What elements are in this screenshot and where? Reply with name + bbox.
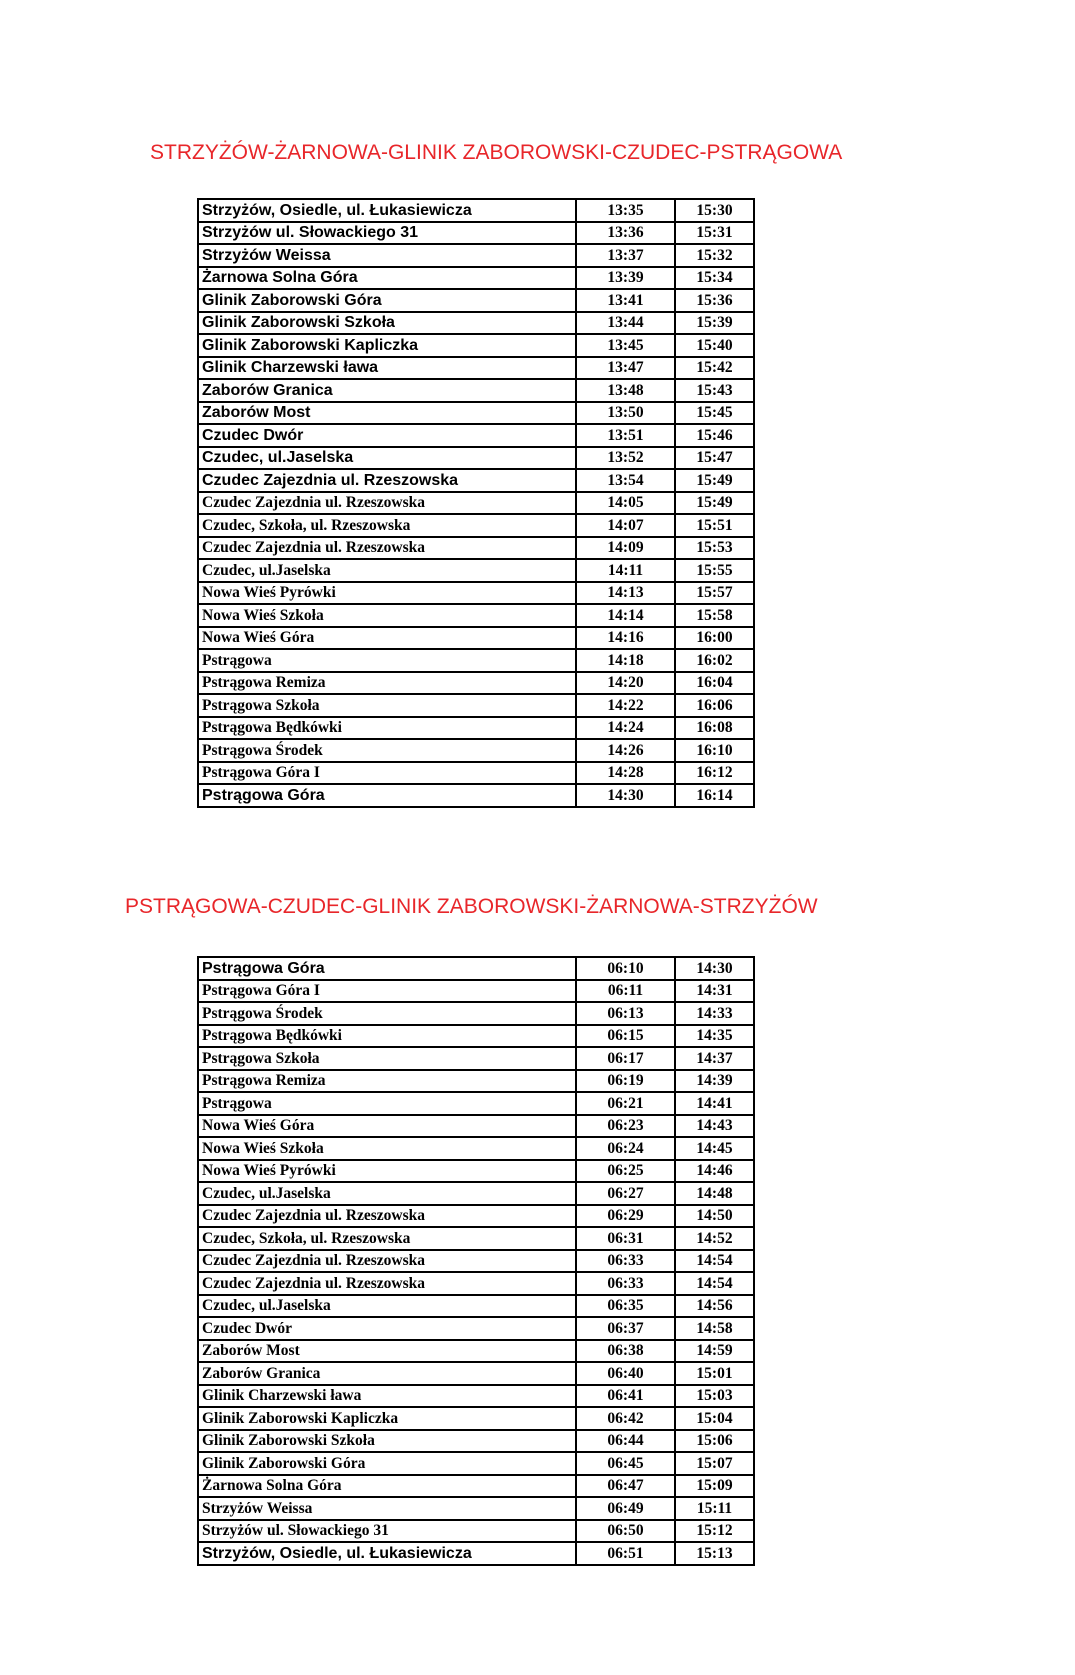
stop-name: Czudec Zajezdnia ul. Rzeszowska (198, 537, 576, 560)
departure-time-1: 06:21 (576, 1092, 675, 1115)
stop-name: Pstrągowa Szkoła (198, 1047, 576, 1070)
departure-time-2: 15:43 (675, 379, 754, 402)
stop-name: Glinik Zaborowski Kapliczka (198, 1407, 576, 1430)
departure-time-1: 13:47 (576, 357, 675, 380)
departure-time-2: 15:40 (675, 334, 754, 357)
timetable-title-return: PSTRĄGOWA-CZUDEC-GLINIK ZABOROWSKI-ŻARNOWA-STRZYŻÓW (125, 895, 818, 918)
stop-name: Zaborów Granica (198, 379, 576, 402)
departure-time-2: 15:34 (675, 267, 754, 290)
departure-time-1: 14:07 (576, 514, 675, 537)
table-row (198, 1025, 754, 1048)
stop-name: Glinik Zaborowski Góra (198, 1452, 576, 1475)
departure-time-2: 15:49 (675, 469, 754, 492)
table-row (198, 1452, 754, 1475)
departure-time-1: 14:09 (576, 537, 675, 560)
stop-name: Zaborów Most (198, 402, 576, 425)
table-row (198, 514, 754, 537)
stop-name: Pstrągowa Środek (198, 739, 576, 762)
table-row (198, 1317, 754, 1340)
departure-time-1: 13:54 (576, 469, 675, 492)
departure-time-2: 14:39 (675, 1070, 754, 1093)
departure-time-1: 06:25 (576, 1160, 675, 1183)
table-row (198, 582, 754, 605)
stop-name: Strzyżów ul. Słowackiego 31 (198, 222, 576, 245)
table-row (198, 1002, 754, 1025)
departure-time-1: 14:24 (576, 717, 675, 740)
departure-time-1: 06:11 (576, 980, 675, 1003)
stop-name: Czudec Zajezdnia ul. Rzeszowska (198, 492, 576, 515)
departure-time-2: 16:10 (675, 739, 754, 762)
table-row (198, 604, 754, 627)
table-row (198, 1542, 754, 1565)
table-row (198, 334, 754, 357)
table-row (198, 1205, 754, 1228)
table-row (198, 244, 754, 267)
stop-name: Glinik Zaborowski Góra (198, 289, 576, 312)
departure-time-1: 06:38 (576, 1340, 675, 1363)
table-row (198, 1497, 754, 1520)
table-row (198, 1340, 754, 1363)
table-row (198, 1182, 754, 1205)
departure-time-1: 13:37 (576, 244, 675, 267)
departure-time-1: 14:28 (576, 762, 675, 785)
table-row (198, 222, 754, 245)
departure-time-2: 15:39 (675, 312, 754, 335)
departure-time-2: 15:58 (675, 604, 754, 627)
stop-name: Glinik Zaborowski Kapliczka (198, 334, 576, 357)
departure-time-2: 14:30 (675, 957, 754, 980)
table-row (198, 1115, 754, 1138)
stop-name: Nowa Wieś Szkoła (198, 604, 576, 627)
departure-time-2: 14:54 (675, 1250, 754, 1273)
table-row (198, 1272, 754, 1295)
timetable-title-outbound: STRZYŻÓW-ŻARNOWA-GLINIK ZABOROWSKI-CZUDEC-PSTRĄGOWA (150, 141, 843, 164)
table-row (198, 1137, 754, 1160)
timetable-outbound-body (198, 199, 754, 807)
departure-time-1: 06:42 (576, 1407, 675, 1430)
departure-time-1: 06:19 (576, 1070, 675, 1093)
departure-time-1: 06:29 (576, 1205, 675, 1228)
table-row (198, 1227, 754, 1250)
departure-time-1: 06:49 (576, 1497, 675, 1520)
departure-time-2: 15:04 (675, 1407, 754, 1430)
stop-name: Strzyżów Weissa (198, 1497, 576, 1520)
departure-time-1: 06:24 (576, 1137, 675, 1160)
departure-time-2: 15:45 (675, 402, 754, 425)
stop-name: Glinik Zaborowski Szkoła (198, 312, 576, 335)
departure-time-2: 16:06 (675, 694, 754, 717)
timetable-return-body (198, 957, 754, 1565)
stop-name: Nowa Wieś Góra (198, 1115, 576, 1138)
stop-name: Czudec, ul.Jaselska (198, 559, 576, 582)
departure-time-2: 14:56 (675, 1295, 754, 1318)
table-row (198, 357, 754, 380)
table-row (198, 1295, 754, 1318)
departure-time-1: 06:31 (576, 1227, 675, 1250)
stop-name: Pstrągowa Środek (198, 1002, 576, 1025)
departure-time-2: 15:06 (675, 1430, 754, 1453)
stop-name: Żarnowa Solna Góra (198, 1475, 576, 1498)
departure-time-1: 06:50 (576, 1520, 675, 1543)
table-row (198, 312, 754, 335)
departure-time-2: 16:08 (675, 717, 754, 740)
table-row (198, 559, 754, 582)
table-row (198, 424, 754, 447)
departure-time-1: 14:18 (576, 649, 675, 672)
table-row (198, 379, 754, 402)
stop-name: Czudec Zajezdnia ul. Rzeszowska (198, 469, 576, 492)
table-row (198, 402, 754, 425)
departure-time-1: 13:44 (576, 312, 675, 335)
departure-time-2: 15:49 (675, 492, 754, 515)
departure-time-1: 14:22 (576, 694, 675, 717)
table-row (198, 469, 754, 492)
stop-name: Strzyżów Weissa (198, 244, 576, 267)
departure-time-2: 15:13 (675, 1542, 754, 1565)
departure-time-2: 14:43 (675, 1115, 754, 1138)
table-row (198, 1520, 754, 1543)
departure-time-1: 14:20 (576, 672, 675, 695)
departure-time-2: 14:35 (675, 1025, 754, 1048)
timetable-return (197, 956, 755, 1566)
departure-time-2: 14:31 (675, 980, 754, 1003)
stop-name: Pstrągowa Będkówki (198, 1025, 576, 1048)
departure-time-2: 15:09 (675, 1475, 754, 1498)
departure-time-1: 06:40 (576, 1362, 675, 1385)
stop-name: Strzyżów ul. Słowackiego 31 (198, 1520, 576, 1543)
table-row (198, 1475, 754, 1498)
stop-name: Czudec, ul.Jaselska (198, 447, 576, 470)
departure-time-1: 14:30 (576, 784, 675, 807)
departure-time-1: 14:05 (576, 492, 675, 515)
table-row (198, 289, 754, 312)
departure-time-1: 06:15 (576, 1025, 675, 1048)
departure-time-2: 14:59 (675, 1340, 754, 1363)
timetable-outbound (197, 198, 755, 808)
stop-name: Czudec, ul.Jaselska (198, 1182, 576, 1205)
stop-name: Pstrągowa Góra (198, 784, 576, 807)
departure-time-1: 06:17 (576, 1047, 675, 1070)
stop-name: Zaborów Most (198, 1340, 576, 1363)
stop-name: Glinik Zaborowski Szkoła (198, 1430, 576, 1453)
departure-time-2: 15:07 (675, 1452, 754, 1475)
departure-time-1: 06:51 (576, 1542, 675, 1565)
table-row (198, 537, 754, 560)
departure-time-2: 15:53 (675, 537, 754, 560)
table-row (198, 1362, 754, 1385)
departure-time-2: 14:48 (675, 1182, 754, 1205)
departure-time-2: 14:41 (675, 1092, 754, 1115)
table-row (198, 739, 754, 762)
table-row (198, 627, 754, 650)
departure-time-2: 15:55 (675, 559, 754, 582)
departure-time-1: 13:51 (576, 424, 675, 447)
departure-time-1: 13:36 (576, 222, 675, 245)
table-row (198, 672, 754, 695)
stop-name: Pstrągowa Góra (198, 957, 576, 980)
departure-time-2: 15:12 (675, 1520, 754, 1543)
table-row (198, 649, 754, 672)
stop-name: Pstrągowa Góra I (198, 980, 576, 1003)
departure-time-1: 14:11 (576, 559, 675, 582)
departure-time-1: 06:27 (576, 1182, 675, 1205)
departure-time-1: 13:41 (576, 289, 675, 312)
departure-time-2: 14:54 (675, 1272, 754, 1295)
stop-name: Czudec Dwór (198, 424, 576, 447)
table-row (198, 762, 754, 785)
table-row (198, 1047, 754, 1070)
table-row (198, 199, 754, 222)
stop-name: Glinik Charzewski ława (198, 357, 576, 380)
stop-name: Żarnowa Solna Góra (198, 267, 576, 290)
departure-time-2: 15:30 (675, 199, 754, 222)
departure-time-2: 15:47 (675, 447, 754, 470)
table-row (198, 694, 754, 717)
table-row (198, 717, 754, 740)
departure-time-1: 06:37 (576, 1317, 675, 1340)
stop-name: Nowa Wieś Góra (198, 627, 576, 650)
departure-time-1: 06:47 (576, 1475, 675, 1498)
departure-time-2: 16:00 (675, 627, 754, 650)
departure-time-1: 14:26 (576, 739, 675, 762)
departure-time-2: 15:51 (675, 514, 754, 537)
table-row (198, 1250, 754, 1273)
stop-name: Czudec, Szkoła, ul. Rzeszowska (198, 514, 576, 537)
stop-name: Czudec, ul.Jaselska (198, 1295, 576, 1318)
stop-name: Strzyżów, Osiedle, ul. Łukasiewicza (198, 199, 576, 222)
departure-time-2: 14:58 (675, 1317, 754, 1340)
departure-time-2: 14:52 (675, 1227, 754, 1250)
table-row (198, 267, 754, 290)
departure-time-1: 13:35 (576, 199, 675, 222)
departure-time-2: 15:01 (675, 1362, 754, 1385)
departure-time-2: 16:14 (675, 784, 754, 807)
stop-name: Czudec, Szkoła, ul. Rzeszowska (198, 1227, 576, 1250)
departure-time-1: 06:44 (576, 1430, 675, 1453)
stop-name: Czudec Zajezdnia ul. Rzeszowska (198, 1205, 576, 1228)
departure-time-2: 14:50 (675, 1205, 754, 1228)
stop-name: Pstrągowa Będkówki (198, 717, 576, 740)
stop-name: Nowa Wieś Pyrówki (198, 582, 576, 605)
stop-name: Strzyżów, Osiedle, ul. Łukasiewicza (198, 1542, 576, 1565)
departure-time-1: 13:45 (576, 334, 675, 357)
departure-time-1: 06:10 (576, 957, 675, 980)
departure-time-2: 15:42 (675, 357, 754, 380)
departure-time-1: 06:33 (576, 1272, 675, 1295)
stop-name: Pstrągowa (198, 649, 576, 672)
departure-time-1: 13:50 (576, 402, 675, 425)
departure-time-2: 16:04 (675, 672, 754, 695)
stop-name: Czudec Zajezdnia ul. Rzeszowska (198, 1250, 576, 1273)
departure-time-1: 06:45 (576, 1452, 675, 1475)
departure-time-1: 06:23 (576, 1115, 675, 1138)
table-row (198, 1385, 754, 1408)
stop-name: Pstrągowa Góra I (198, 762, 576, 785)
stop-name: Glinik Charzewski ława (198, 1385, 576, 1408)
table-row (198, 980, 754, 1003)
table-row (198, 1070, 754, 1093)
departure-time-1: 06:35 (576, 1295, 675, 1318)
stop-name: Nowa Wieś Pyrówki (198, 1160, 576, 1183)
departure-time-2: 14:37 (675, 1047, 754, 1070)
departure-time-1: 13:48 (576, 379, 675, 402)
stop-name: Czudec Zajezdnia ul. Rzeszowska (198, 1272, 576, 1295)
departure-time-2: 14:45 (675, 1137, 754, 1160)
stop-name: Pstrągowa Szkoła (198, 694, 576, 717)
table-row (198, 492, 754, 515)
departure-time-1: 06:41 (576, 1385, 675, 1408)
departure-time-1: 14:13 (576, 582, 675, 605)
stop-name: Nowa Wieś Szkoła (198, 1137, 576, 1160)
stop-name: Pstrągowa (198, 1092, 576, 1115)
table-row (198, 957, 754, 980)
departure-time-2: 16:02 (675, 649, 754, 672)
departure-time-1: 13:39 (576, 267, 675, 290)
departure-time-2: 15:46 (675, 424, 754, 447)
departure-time-2: 15:57 (675, 582, 754, 605)
table-row (198, 1160, 754, 1183)
table-row (198, 1430, 754, 1453)
departure-time-2: 14:33 (675, 1002, 754, 1025)
departure-time-2: 15:32 (675, 244, 754, 267)
departure-time-2: 15:03 (675, 1385, 754, 1408)
departure-time-2: 14:46 (675, 1160, 754, 1183)
stop-name: Pstrągowa Remiza (198, 672, 576, 695)
departure-time-1: 06:13 (576, 1002, 675, 1025)
table-row (198, 1407, 754, 1430)
departure-time-2: 15:11 (675, 1497, 754, 1520)
departure-time-2: 16:12 (675, 762, 754, 785)
departure-time-1: 14:16 (576, 627, 675, 650)
departure-time-1: 14:14 (576, 604, 675, 627)
table-row (198, 447, 754, 470)
table-row (198, 784, 754, 807)
departure-time-1: 13:52 (576, 447, 675, 470)
table-row (198, 1092, 754, 1115)
departure-time-2: 15:36 (675, 289, 754, 312)
stop-name: Pstrągowa Remiza (198, 1070, 576, 1093)
stop-name: Zaborów Granica (198, 1362, 576, 1385)
departure-time-2: 15:31 (675, 222, 754, 245)
stop-name: Czudec Dwór (198, 1317, 576, 1340)
departure-time-1: 06:33 (576, 1250, 675, 1273)
